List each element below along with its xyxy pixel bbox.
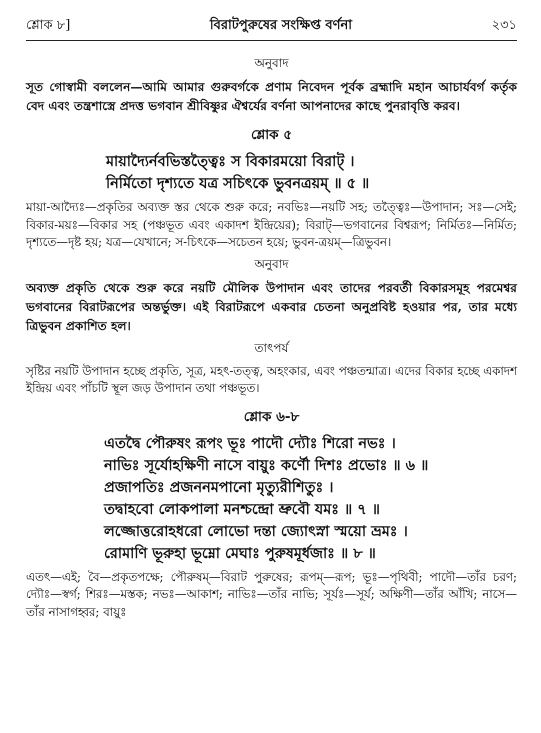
verse-5 bbox=[26, 151, 517, 195]
page-number: ২৩১ bbox=[491, 18, 517, 33]
verse-line: মায়াদ্যৈর্নবভিস্তত্ত্বৈঃ স বিকারময়ো বিরাট্ । bbox=[106, 153, 355, 170]
purport-label: তাৎপর্য bbox=[254, 340, 289, 355]
header-chapter-title: বিরাটপুরুষের সংক্ষিপ্ত বর্ণনা bbox=[209, 18, 353, 33]
translation-label-1: অনুবাদ bbox=[254, 56, 289, 70]
verse-5-title: শ্লোক ৫ bbox=[250, 127, 293, 143]
translation-text-2: অব্যক্ত প্রকৃতি থেকে শুরু করে নয়টি মৌলিক উপাদান এবং তাদের পরবর্তী বিকারসমূহ পরমেশ্বর ভগবানের বিরাটরূপের অন্তর্ভুক্ত। এই বিরাটরূপে একবার চেতনা অনুপ্রবিষ্ট হওয়ার পর, তার মধ্যে ত্রিভুবন প্রকাশিত হল। bbox=[26, 280, 517, 333]
synonyms-2: এতৎ—এই; বৈ—প্রকৃতপক্ষে; পৌরুষম্—বিরাট পুরুষের; রূপম্—রূপ; ভূঃ—পৃথিবী; পাদৌ—তাঁর চরণ; দ্যৌঃ—স্বর্গ; শিরঃ—মস্তক; নভঃ—আকাশ; নাভিঃ—তাঁর নাভি; সূর্যঃ—সূর্য; অক্ষিণী—তাঁর আঁখি; নাসে—তাঁর নাসাগহ্বর; বায়ুঃ bbox=[26, 569, 517, 619]
verse-line: লজ্জোত্তরোহধরো লোভো দন্তা জ্যোৎস্না স্ময়ো ভ্রমঃ । bbox=[104, 522, 408, 540]
translation-text-1: সূত গোস্বামী বললেন—আমি আমার গুরুবর্গকে প্রণাম নিবেদন পূর্বক ব্রহ্মাদি মহান আচার্যবর্গ কর্তৃক বেদ এবং তন্ত্রশাস্ত্রে প্রদত্ত ভগবান শ্রীবিষ্ণুর ঐশ্বর্যের বর্ণনা আপনাদের কাছে পুনরাবৃত্তি করব। bbox=[26, 80, 517, 113]
synonyms-1: মায়া-আদ্যৈঃ—প্রকৃতির অব্যক্ত স্তর থেকে শুরু করে; নবভিঃ—নয়টি সহ; তত্ত্বৈঃ—উপাদান; সঃ—সেই; বিকার-ময়ঃ—বিকার সহ (পঞ্চভূত এবং একাদশ ইন্দ্রিয়ের); বিরাট্—ভগবানের বিশ্বরূপ; নির্মিতঃ—নির্মিত; দৃশ্যতে—দৃষ্ট হয়; যত্র—যেখানে; স-চিৎকে—সচেতন হয়ে; ভুবন-ত্রয়ম্—ত্রিভুবন। bbox=[26, 200, 517, 249]
verse-6-8 bbox=[26, 433, 517, 565]
verse-line: তদ্বাহবো লোকপালা মনশ্চন্দ্রো ভ্রুবৌ যমঃ ॥ ৭ ॥ bbox=[104, 500, 380, 518]
purport-text: সৃষ্টির নয়টি উপাদান হচ্ছে প্রকৃতি, সূত্র, মহৎ-তত্ত্ব, অহংকার, এবং পঞ্চতন্মাত্র। এদের বিকার হচ্ছে একাদশ ইন্দ্রিয় এবং পাঁচটি স্থূল জড় উপাদান তথা পঞ্চভূত। bbox=[26, 363, 517, 395]
translation-label-2: অনুবাদ bbox=[254, 256, 289, 271]
running-header bbox=[26, 16, 517, 41]
verse-line: রোমাণি ভূরুহা ভূম্নো মেঘাঃ পুরুষমূর্ধজাঃ ॥ ৮ ॥ bbox=[104, 544, 376, 562]
header-verse-ref: শ্লোক ৮] bbox=[26, 18, 71, 33]
verse-line: নির্মিতো দৃশ্যতে যত্র সচিৎকে ভুবনত্রয়ম্ ॥ ৫ ॥ bbox=[106, 175, 370, 192]
verse-line: এতদ্বৈ পৌরুষং রূপং ভূঃ পাদৌ দ্যৌঃ শিরো নভঃ । bbox=[104, 434, 396, 452]
verse-line: নাভিঃ সূর্যোহক্ষিণী নাসে বায়ুঃ কর্ণৌ দিশঃ প্রভোঃ ॥ ৬ ॥ bbox=[104, 456, 429, 474]
verse-6-8-title: শ্লোক ৬-৮ bbox=[243, 408, 300, 425]
verse-line: প্রজাপতিঃ প্রজননমপানো মৃত্যুরীশিতুঃ । bbox=[104, 478, 334, 496]
